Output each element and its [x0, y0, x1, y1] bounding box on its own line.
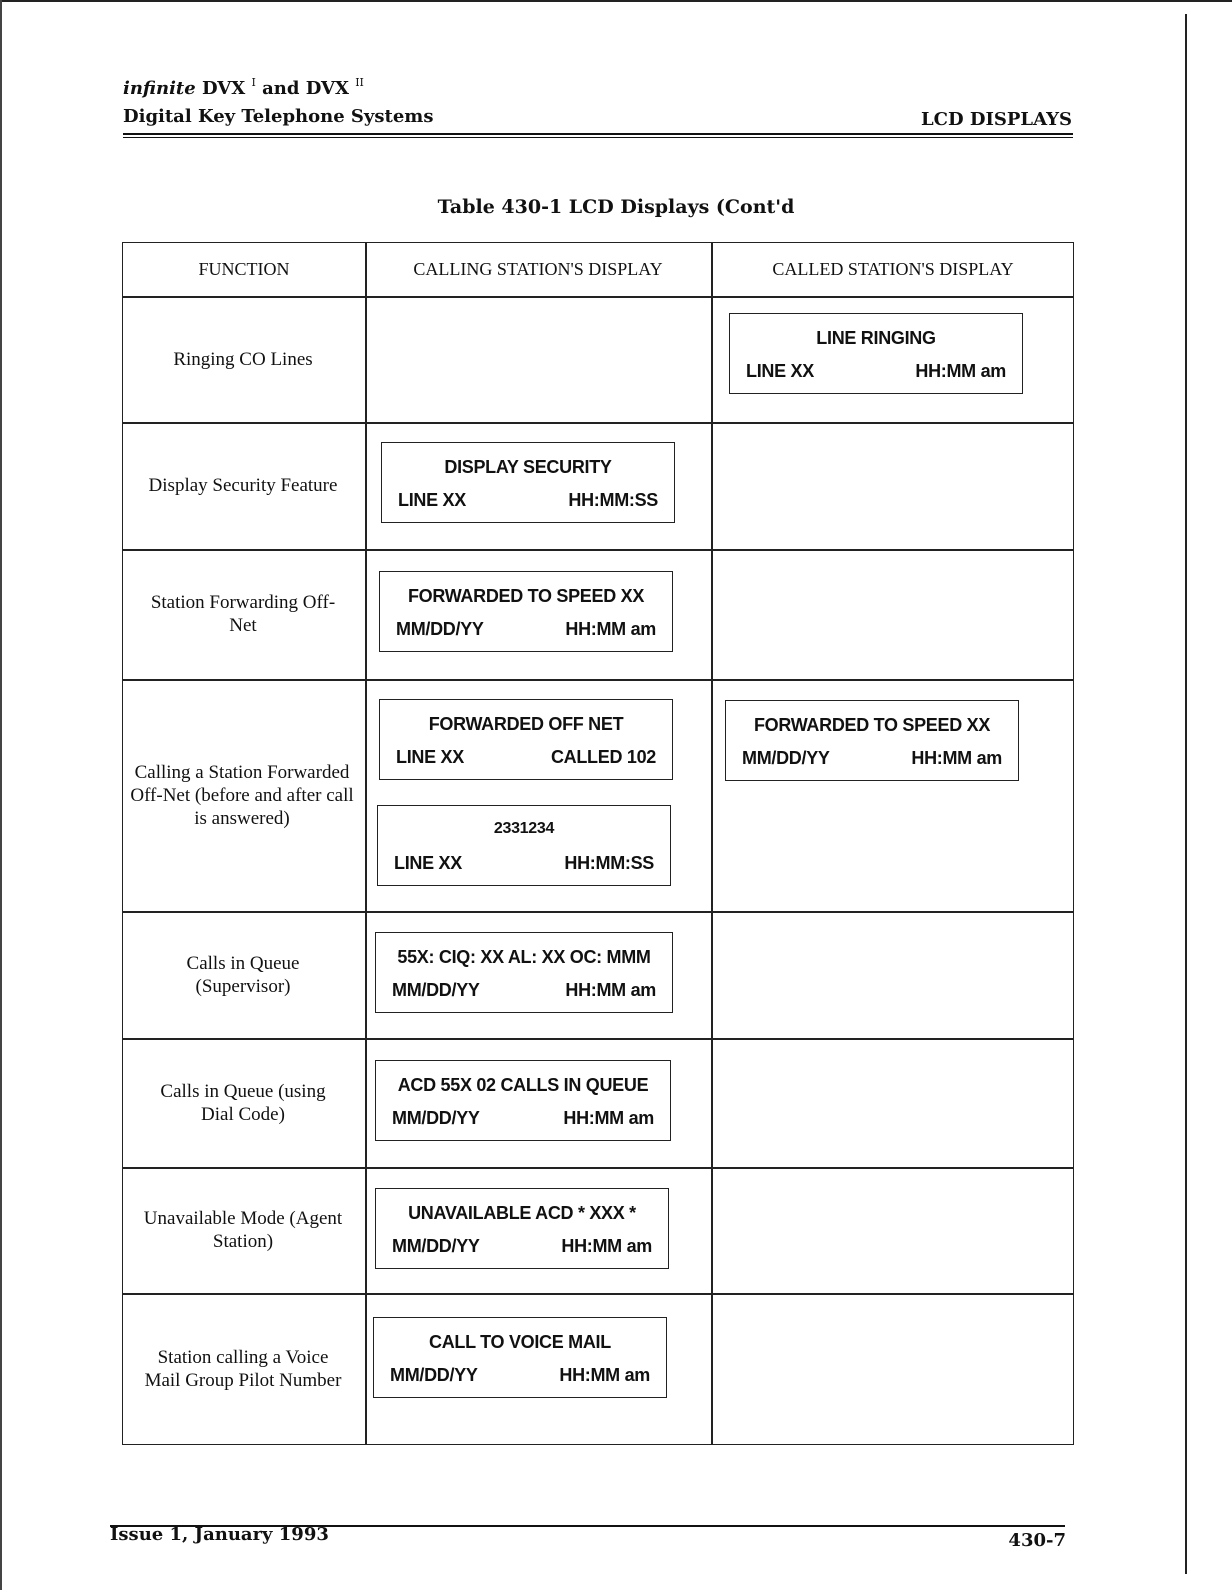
lcd-display	[375, 932, 673, 1013]
page-left-edge	[0, 0, 2, 1590]
lcd-line-2-left: MM/DD/YY	[742, 748, 830, 768]
lcd-line-1: ACD 55X 02 CALLS IN QUEUE	[397, 1075, 649, 1095]
footer-issue: Issue 1, January 1993	[110, 1524, 329, 1545]
header-rule-thin	[123, 137, 1073, 138]
column-header-called: CALLED STATION'S DISPLAY	[772, 259, 1014, 279]
lcd-display	[377, 805, 671, 886]
lcd-line-2-left: MM/DD/YY	[392, 980, 480, 1000]
function-cell: Calling a Station Forwarded Off-Net (before and after call is answered)	[130, 761, 354, 829]
lcd-line-2	[392, 1236, 652, 1257]
footer-page-number: 430-7	[1008, 1530, 1066, 1551]
lcd-line-2-left: MM/DD/YY	[392, 1108, 480, 1128]
lcd-line-2	[392, 980, 656, 1001]
lcd-display	[373, 1317, 667, 1398]
function-cell: Station calling a Voice Mail Group Pilot Number	[144, 1346, 342, 1391]
lcd-line-2	[746, 361, 1006, 382]
lcd-line-2-right: HH:MM am	[561, 1236, 652, 1256]
lcd-line-1: UNAVAILABLE ACD * XXX *	[408, 1203, 636, 1223]
lcd-line-2-right: HH:MM am	[559, 1365, 650, 1385]
function-cell: Calls in Queue (using Dial Code)	[160, 1080, 326, 1125]
lcd-line-1: 55X: CIQ: XX AL: XX OC: MMM	[397, 947, 651, 967]
function-cell: Calls in Queue (Supervisor)	[186, 952, 300, 997]
function-cell: Ringing CO Lines	[173, 348, 313, 370]
section-title: LCD DISPLAYS	[921, 109, 1072, 130]
lcd-line-1: FORWARDED TO SPEED XX	[407, 586, 645, 606]
lcd-display	[381, 442, 675, 523]
lcd-display	[725, 700, 1019, 781]
lcd-line-2-left: MM/DD/YY	[392, 1236, 480, 1256]
lcd-line-2-left: MM/DD/YY	[396, 619, 484, 639]
lcd-line-1: LINE RINGING	[816, 328, 936, 348]
column-header-calling: CALLING STATION'S DISPLAY	[413, 259, 663, 279]
function-cell: Unavailable Mode (Agent Station)	[143, 1208, 343, 1252]
lcd-line-1: 2331234	[493, 820, 555, 837]
lcd-line-2-left: LINE XX	[396, 747, 464, 767]
lcd-line-2	[396, 747, 656, 768]
lcd-display	[729, 313, 1023, 394]
lcd-display	[379, 571, 673, 652]
document-title: infinite DVX $^I$ and DVX $^{II}$	[123, 76, 364, 99]
function-cell: Station Forwarding Off-Net	[150, 592, 336, 636]
lcd-line-2-left: LINE XX	[746, 361, 814, 381]
page-top-edge	[0, 0, 1232, 2]
lcd-line-2-left: LINE XX	[394, 853, 462, 873]
lcd-line-2	[394, 853, 654, 874]
lcd-line-2-right: HH:MM:SS	[568, 490, 658, 510]
lcd-line-2	[392, 1108, 654, 1129]
lcd-line-2-right: HH:MM am	[565, 619, 656, 639]
table-caption: Table 430-1 LCD Displays (Cont'd	[437, 196, 795, 218]
function-cell: Display Security Feature	[148, 475, 338, 496]
lcd-line-2-left: LINE XX	[398, 490, 466, 510]
lcd-line-1: CALL TO VOICE MAIL	[429, 1332, 611, 1352]
page-right-border	[1185, 14, 1187, 1574]
document-subtitle: Digital Key Telephone Systems	[123, 106, 434, 127]
lcd-displays-table	[122, 242, 1074, 1445]
lcd-line-2-right: HH:MM am	[911, 748, 1002, 768]
lcd-line-2-right: CALLED 102	[550, 747, 656, 767]
lcd-line-2-left: MM/DD/YY	[390, 1365, 478, 1385]
lcd-line-1: FORWARDED TO SPEED XX	[753, 715, 991, 735]
lcd-line-2-right: HH:MM:SS	[564, 853, 654, 873]
lcd-display	[375, 1060, 671, 1141]
header-rule	[123, 133, 1073, 135]
lcd-line-2	[398, 490, 658, 511]
lcd-line-1: FORWARDED OFF NET	[428, 714, 624, 734]
lcd-display	[375, 1188, 669, 1269]
lcd-line-1: DISPLAY SECURITY	[444, 457, 612, 477]
column-header-function: FUNCTION	[198, 259, 290, 279]
lcd-line-2	[742, 748, 1002, 769]
lcd-line-2	[396, 619, 656, 640]
lcd-line-2-right: HH:MM am	[565, 980, 656, 1000]
lcd-line-2-right: HH:MM am	[915, 361, 1006, 381]
lcd-display	[379, 699, 673, 780]
lcd-line-2	[390, 1365, 650, 1386]
lcd-line-2-right: HH:MM am	[563, 1108, 654, 1128]
